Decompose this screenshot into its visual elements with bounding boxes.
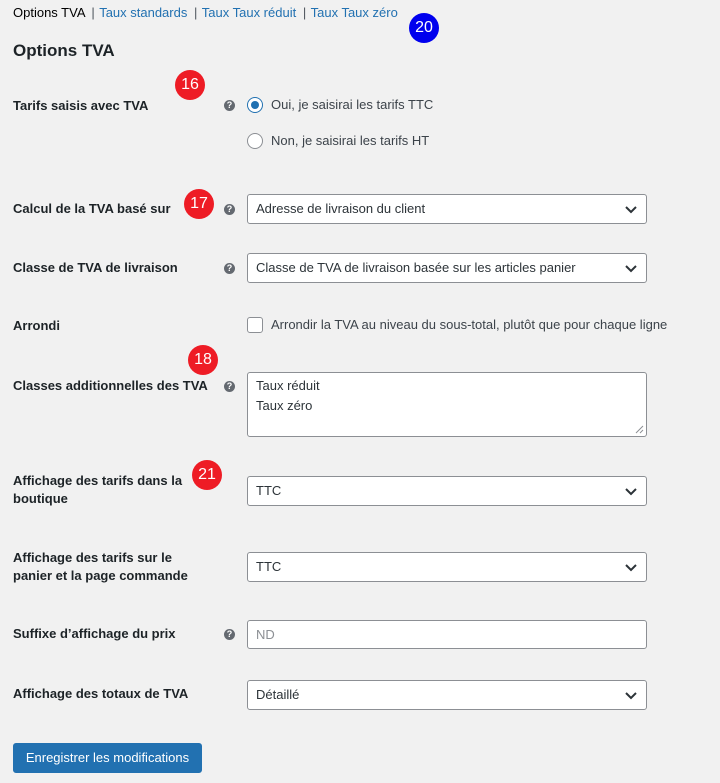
radio-prices-exclusive[interactable] bbox=[247, 133, 263, 149]
resize-grip-icon[interactable] bbox=[635, 425, 644, 434]
rounding-checkbox-label[interactable]: Arrondir la TVA au niveau du sous-total, plutôt que pour chaque ligne bbox=[271, 317, 668, 332]
chevron-down-icon bbox=[624, 485, 638, 497]
shipping-tax-class-select[interactable] bbox=[247, 253, 647, 283]
price-suffix-input[interactable]: ND bbox=[247, 620, 647, 649]
price-suffix-label: Suffixe d’affichage du prix bbox=[13, 626, 176, 641]
cart-display-value: TTC bbox=[256, 559, 282, 574]
help-icon[interactable]: ? bbox=[224, 204, 235, 215]
section-title: Options TVA bbox=[13, 41, 115, 60]
annotation-badge: 17 bbox=[184, 189, 214, 219]
textarea-line: Taux réduit bbox=[256, 378, 320, 393]
shipping-tax-class-label: Classe de TVA de livraison bbox=[13, 260, 178, 275]
tax-based-on-select[interactable] bbox=[247, 194, 647, 224]
subnav-separator: | bbox=[91, 5, 95, 20]
rounding-label: Arrondi bbox=[13, 318, 60, 333]
help-icon[interactable]: ? bbox=[224, 381, 235, 392]
cart-display-label-line: panier et la page commande bbox=[13, 568, 188, 583]
shop-display-label bbox=[13, 472, 182, 508]
cart-display-label bbox=[13, 549, 188, 585]
subnav-link-reduced-rate[interactable]: Taux Taux réduit bbox=[201, 5, 297, 20]
radio-prices-inclusive-label[interactable]: Oui, je saisirai les tarifs TTC bbox=[271, 97, 434, 112]
help-icon[interactable]: ? bbox=[224, 100, 235, 111]
shop-display-label-line: boutique bbox=[13, 491, 68, 506]
tax-based-on-label: Calcul de la TVA basé sur bbox=[13, 201, 171, 216]
cart-display-select[interactable] bbox=[247, 552, 647, 582]
radio-prices-inclusive[interactable] bbox=[247, 97, 263, 113]
radio-prices-exclusive-label[interactable]: Non, je saisirai les tarifs HT bbox=[271, 133, 430, 148]
subnav-link-standard-rates[interactable]: Taux standards bbox=[99, 5, 188, 20]
totals-display-select[interactable] bbox=[247, 680, 647, 710]
additional-classes-label: Classes additionnelles des TVA bbox=[13, 378, 208, 393]
save-changes-button[interactable]: Enregistrer les modifications bbox=[13, 743, 202, 773]
tax-subnav bbox=[13, 5, 398, 20]
help-icon[interactable]: ? bbox=[224, 629, 235, 640]
textarea-line: Taux zéro bbox=[256, 398, 313, 413]
chevron-down-icon bbox=[624, 262, 638, 274]
annotation-badge: 18 bbox=[188, 345, 218, 375]
rounding-checkbox[interactable] bbox=[247, 317, 263, 333]
additional-classes-textarea[interactable] bbox=[247, 372, 647, 437]
totals-display-label: Affichage des totaux de TVA bbox=[13, 686, 189, 701]
cart-display-label-line: Affichage des tarifs sur le bbox=[13, 550, 172, 565]
totals-display-value: Détaillé bbox=[256, 687, 300, 702]
tax-based-on-value: Adresse de livraison du client bbox=[256, 201, 426, 216]
chevron-down-icon bbox=[624, 203, 638, 215]
subnav-separator: | bbox=[193, 5, 198, 20]
annotation-badge: 21 bbox=[192, 460, 222, 490]
subnav-link-zero-rate[interactable]: Taux Taux zéro bbox=[310, 5, 398, 20]
shipping-tax-class-value: Classe de TVA de livraison basée sur les articles panier bbox=[256, 260, 576, 275]
annotation-badge: 16 bbox=[175, 70, 205, 100]
annotation-badge: 20 bbox=[409, 13, 439, 43]
subnav-separator: | bbox=[302, 5, 307, 20]
chevron-down-icon bbox=[624, 561, 638, 573]
chevron-down-icon bbox=[624, 689, 638, 701]
help-icon[interactable]: ? bbox=[224, 263, 235, 274]
prices-entered-label: Tarifs saisis avec TVA bbox=[13, 98, 149, 113]
shop-display-select[interactable] bbox=[247, 476, 647, 506]
shop-display-value: TTC bbox=[256, 483, 282, 498]
subnav-current-options: Options TVA bbox=[13, 5, 85, 20]
shop-display-label-line: Affichage des tarifs dans la bbox=[13, 473, 183, 488]
